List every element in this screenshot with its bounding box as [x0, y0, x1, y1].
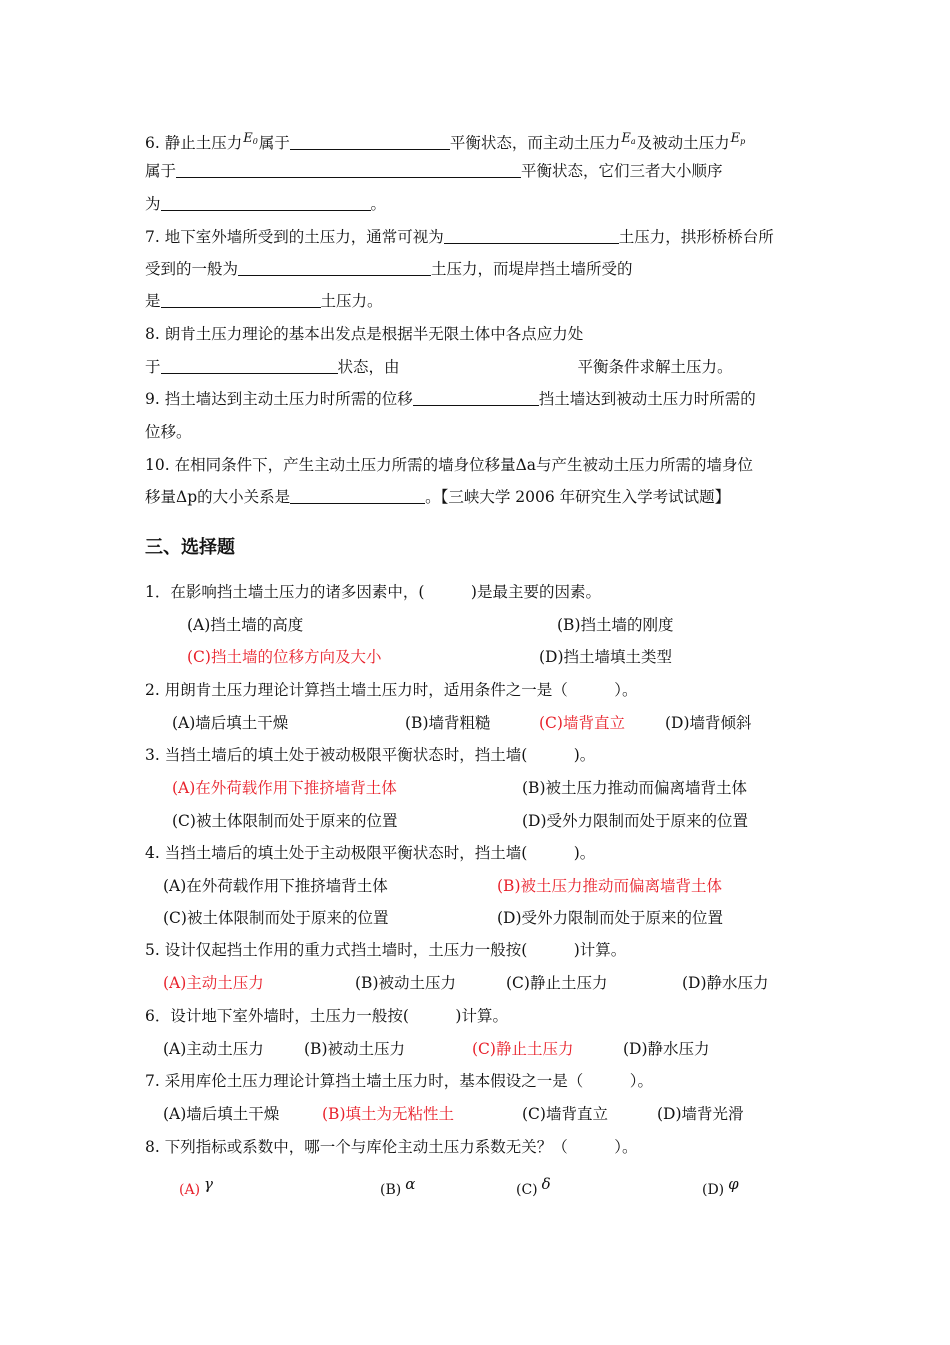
- mcq-q4-option-d[interactable]: (D)受外力限制而处于原来的位置: [497, 909, 724, 927]
- fill-q9-line2: 位移。: [145, 423, 192, 441]
- mcq-q1-option-a[interactable]: (A)挡土墙的高度: [187, 616, 304, 634]
- fill-q8-line1: 8. 朗肯土压力理论的基本出发点是根据半无限土体中各点应力处: [145, 325, 584, 343]
- mcq-q1-option-c[interactable]: (C)挡土墙的位移方向及大小: [187, 648, 382, 666]
- mcq-q2-option-b[interactable]: (B)墙背粗糙: [405, 714, 491, 732]
- mcq-q2-option-d[interactable]: (D)墙背倾斜: [665, 714, 752, 732]
- mcq-q7-option-b[interactable]: (B)填土为无粘性土: [322, 1105, 454, 1123]
- mcq-q4-option-a[interactable]: (A)在外荷载作用下推挤墙背土体: [163, 877, 388, 895]
- blank[interactable]: [176, 162, 521, 178]
- mcq-q7-option-a[interactable]: (A)墙后填土干燥: [163, 1105, 280, 1123]
- delta-symbol: δ: [541, 1175, 551, 1193]
- blank[interactable]: [290, 488, 425, 504]
- mcq-q1-option-b[interactable]: (B)挡土墙的刚度: [557, 616, 674, 634]
- mcq-q3-option-d[interactable]: (D)受外力限制而处于原来的位置: [522, 812, 749, 830]
- mcq-q3-option-c[interactable]: (C)被土体限制而处于原来的位置: [172, 812, 398, 830]
- mcq-q3-stem: 3. 当挡土墙后的填土处于被动极限平衡状态时，挡土墙( )。: [145, 746, 596, 764]
- symbol-ep: Ep: [730, 131, 746, 146]
- text: 平衡状态，而主动土压力: [449, 134, 621, 152]
- fill-q7-line2: 受到的一般为 土压力，而堤岸挡土墙所受的: [145, 260, 633, 278]
- fill-q9-line1: 9. 挡土墙达到主动土压力时所需的位移 挡土墙达到被动土压力时所需的: [145, 390, 756, 408]
- symbol-e0: E0: [243, 131, 258, 146]
- mcq-q2-option-a[interactable]: (A)墙后填土干燥: [172, 714, 289, 732]
- mcq-q8-option-b[interactable]: (B) α: [380, 1175, 416, 1198]
- mcq-q6-option-a[interactable]: (A)主动土压力: [163, 1040, 264, 1058]
- mcq-q6-option-c[interactable]: (C)静止土压力: [472, 1040, 574, 1058]
- phi-symbol: φ: [728, 1175, 739, 1193]
- fill-q8-line2: 于 状态，由 平衡条件求解土压力。: [145, 358, 733, 376]
- fill-q10-line1: 10. 在相同条件下，产生主动土压力所需的墙身位移量Δa与产生被动土压力所需的墙身位: [145, 456, 754, 474]
- alpha-symbol: α: [405, 1175, 416, 1193]
- mcq-q8-stem: 8. 下列指标或系数中，哪一个与库伦主动土压力系数无关？（ ）。: [145, 1138, 638, 1156]
- mcq-q7-stem: 7. 采用库伦土压力理论计算挡土墙土压力时，基本假设之一是（ ）。: [145, 1072, 653, 1090]
- mcq-q2-option-c[interactable]: (C)墙背直立: [539, 714, 625, 732]
- mcq-q5-option-a[interactable]: (A)主动土压力: [163, 974, 264, 992]
- blank[interactable]: [413, 390, 539, 406]
- mcq-q4-stem: 4. 当挡土墙后的填土处于主动极限平衡状态时，挡土墙( )。: [145, 844, 596, 862]
- mcq-q4-option-c[interactable]: (C)被土体限制而处于原来的位置: [163, 909, 389, 927]
- symbol-ea: Ea: [621, 131, 636, 146]
- mcq-q6-option-d[interactable]: (D)静水压力: [623, 1040, 710, 1058]
- mcq-q5-option-d[interactable]: (D)静水压力: [682, 974, 769, 992]
- text: 属于: [258, 134, 290, 152]
- blank[interactable]: [238, 260, 431, 276]
- blank[interactable]: [161, 292, 321, 308]
- mcq-q8-option-c[interactable]: (C) δ: [516, 1175, 551, 1198]
- fill-q7-line1: 7. 地下室外墙所受到的土压力，通常可视为 土压力，拱形桥桥台所: [145, 228, 774, 246]
- fill-q6-line1: [145, 129, 746, 153]
- mcq-q6-option-b[interactable]: (B)被动土压力: [304, 1040, 405, 1058]
- mcq-q7-option-d[interactable]: (D)墙背光滑: [657, 1105, 744, 1123]
- mcq-q2-stem: 2. 用朗肯土压力理论计算挡土墙土压力时，适用条件之一是（ ）。: [145, 681, 638, 699]
- mcq-q6-stem: 6．设计地下室外墙时，土压力一般按( )计算。: [145, 1007, 508, 1025]
- fill-q7-line3: 是 土压力。: [145, 292, 383, 310]
- mcq-q5-option-c[interactable]: (C)静止土压力: [506, 974, 608, 992]
- mcq-q1-option-d[interactable]: (D)挡土墙填土类型: [539, 648, 673, 666]
- blank[interactable]: [290, 134, 450, 150]
- blank[interactable]: [444, 228, 619, 244]
- mcq-q7-option-c[interactable]: (C)墙背直立: [522, 1105, 608, 1123]
- mcq-q1-stem: 1．在影响挡土墙土压力的诸多因素中，( )是最主要的因素。: [145, 583, 601, 601]
- blank[interactable]: [161, 195, 371, 211]
- mcq-q3-option-a[interactable]: (A)在外荷载作用下推挤墙背土体: [172, 779, 397, 797]
- text: 6. 静止土压力: [145, 134, 243, 152]
- fill-q6-line3: 为 。: [145, 195, 387, 213]
- mcq-q8-option-a[interactable]: (A) γ: [179, 1175, 214, 1198]
- mcq-q8-option-d[interactable]: (D) φ: [702, 1175, 739, 1198]
- gamma-symbol: γ: [204, 1175, 214, 1193]
- fill-q6-line2: 属于 平衡状态，它们三者大小顺序: [145, 162, 723, 180]
- blank[interactable]: [161, 358, 338, 374]
- section-title: 三、选择题: [145, 537, 235, 558]
- fill-q10-line2: 移量Δp的大小关系是 。【三峡大学 2006 年研究生入学考试试题】: [145, 488, 731, 506]
- mcq-q4-option-b[interactable]: (B)被土压力推动而偏离墙背土体: [497, 877, 722, 895]
- mcq-q3-option-b[interactable]: (B)被土压力推动而偏离墙背土体: [522, 779, 747, 797]
- mcq-q5-option-b[interactable]: (B)被动土压力: [355, 974, 456, 992]
- mcq-q5-stem: 5. 设计仅起挡土作用的重力式挡土墙时，土压力一般按( )计算。: [145, 941, 627, 959]
- text: 及被动土压力: [636, 134, 730, 152]
